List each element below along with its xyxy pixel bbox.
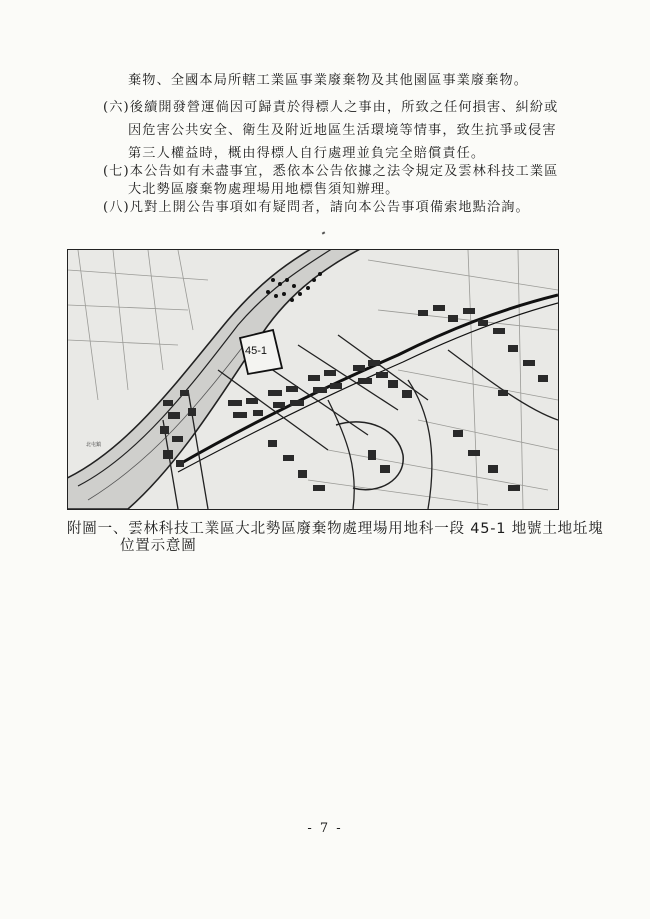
parcel-label: 45-1 <box>245 345 268 357</box>
body-line-4: 第三人權益時，概由得標人自行處理並負完全賠償責任。 <box>128 146 486 161</box>
site-location-map <box>67 249 559 510</box>
place-label: 北屯鎮 <box>86 442 102 448</box>
body-line-2: (六)後續開發營運倘因可歸責於得標人之事由，所致之任何損害、糾紛或 <box>103 100 559 115</box>
map-image <box>68 250 558 509</box>
body-line-3: 因危害公共安全、衛生及附近地區生活環境等情事，致生抗爭或侵害 <box>128 123 557 138</box>
stray-mark <box>322 231 326 234</box>
body-line-6: 大北勢區廢棄物處理場用地標售須知辦理。 <box>128 182 400 197</box>
figure-caption-line-1: 附圖一、雲林科技工業區大北勢區廢棄物處理場用地科一段 45-1 地號土地坵塊 <box>67 521 604 537</box>
body-line-5: (七)本公告如有未盡事宜，悉依本公告依據之法令規定及雲林科技工業區 <box>103 164 559 179</box>
figure-caption-line-2: 位置示意圖 <box>120 538 197 554</box>
page-number: - 7 - <box>307 821 343 836</box>
body-line-7: (八)凡對上開公告事項如有疑問者，請向本公告事項備索地點洽詢。 <box>103 200 530 215</box>
body-line-1: 棄物、全國本局所轄工業區事業廢棄物及其他園區事業廢棄物。 <box>128 73 529 88</box>
